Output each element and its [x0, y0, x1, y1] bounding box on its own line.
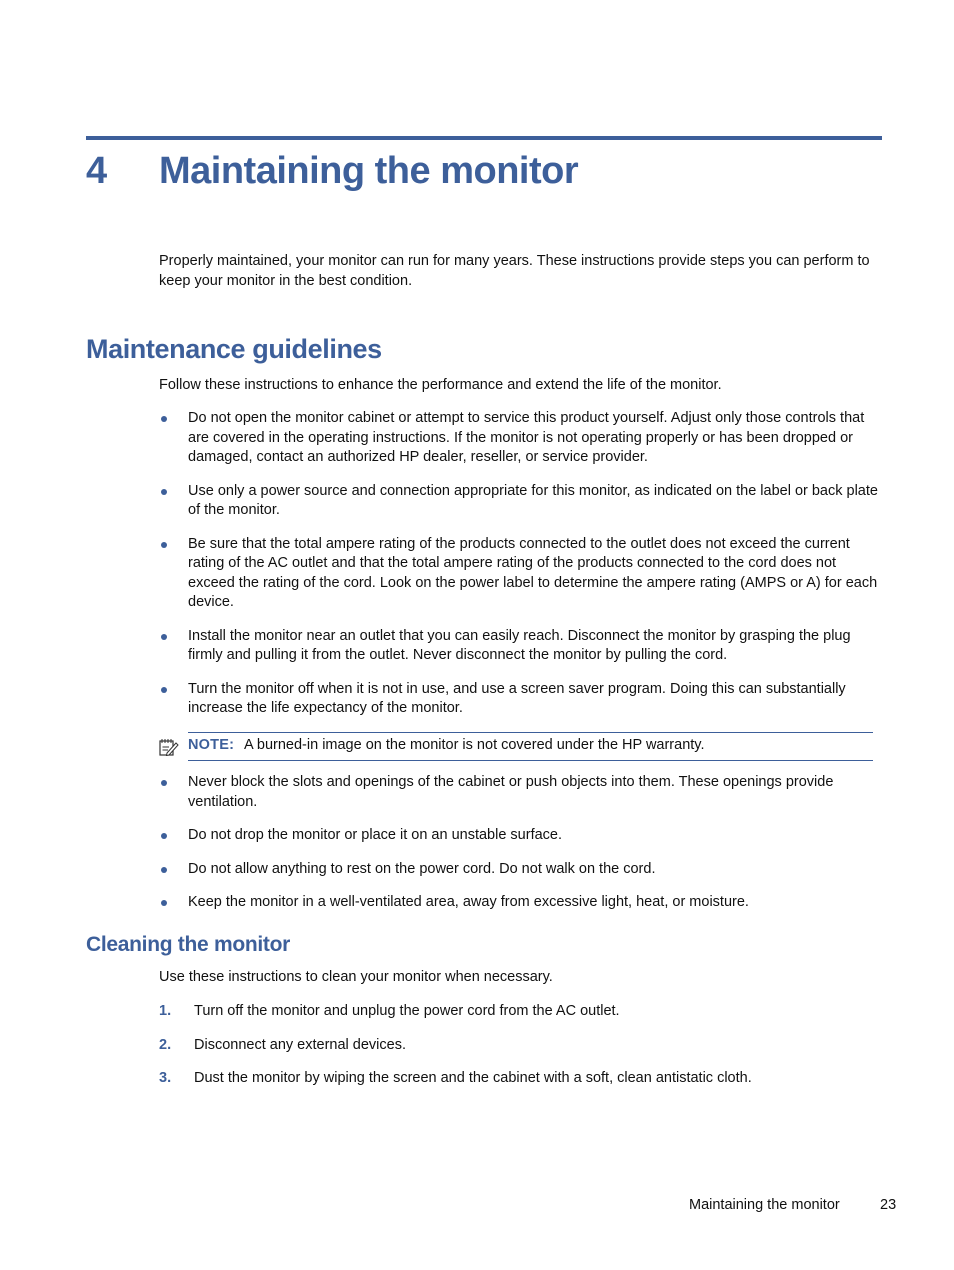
- footer-page-number: 23: [880, 1197, 897, 1213]
- step-number: 3.: [159, 1070, 172, 1086]
- bullet-text: Install the monitor near an outlet that you can easily reach. Disconnect the monitor by grasping the plug firmly and pulling it from the outlet. Never disconnect the monitor by pulling the cord.: [188, 627, 851, 663]
- list-item: [159, 1069, 879, 1089]
- chapter-rule: [86, 136, 882, 140]
- step-number: 1.: [159, 1003, 172, 1019]
- step-number: 2.: [159, 1036, 172, 1053]
- bullet-text: Use only a power source and connection appropriate for this monitor, as indicated on the label or back plate of the monitor.: [188, 482, 878, 518]
- bullet-icon: [161, 542, 167, 548]
- bullet-text: Do not drop the monitor or place it on an unstable surface.: [188, 827, 562, 843]
- bullet-icon: [161, 634, 167, 640]
- list-item: [159, 773, 879, 812]
- chapter-number: 4: [86, 150, 107, 192]
- bullet-icon: [161, 900, 167, 906]
- cleaning-steps: [159, 1002, 879, 1103]
- bullet-text: Be sure that the total ampere rating of the products connected to the outlet does not exceed the current rating of the AC outlet and that the total ampere rating of the products connected to the cord does not exceed the rating of the cord. Look on the power label to determine the ampere rating (AMPS or A) for each device.: [188, 535, 878, 610]
- bullet-icon: [161, 780, 167, 786]
- bullet-icon: [161, 867, 167, 873]
- list-item: [159, 409, 879, 468]
- list-item: [159, 535, 879, 613]
- bullet-icon: [161, 687, 167, 693]
- cleaning-lead: Use these instructions to clean your monitor when necessary.: [159, 969, 553, 985]
- note-icon: [159, 738, 179, 756]
- list-item: [159, 482, 879, 521]
- list-item: [159, 893, 879, 913]
- step-text: Dust the monitor by wiping the screen and the cabinet with a soft, clean antistatic cloth.: [194, 1070, 752, 1086]
- step-text: Disconnect any external devices.: [194, 1036, 406, 1053]
- maintenance-bullets-after-note: [159, 773, 879, 927]
- list-item: [159, 1036, 879, 1056]
- bullet-icon: [161, 833, 167, 839]
- footer-section-title: Maintaining the monitor: [689, 1197, 840, 1213]
- intro-paragraph: Properly maintained, your monitor can run for many years. These instructions provide steps you can perform to keep your monitor in the best condition.: [159, 253, 870, 289]
- list-item: [159, 1002, 879, 1022]
- note-label: NOTE:: [188, 737, 235, 753]
- note-text: A burned-in image on the monitor is not covered under the HP warranty.: [244, 737, 705, 753]
- chapter-title: Maintaining the monitor: [159, 150, 579, 192]
- bullet-text: Do not open the monitor cabinet or attempt to service this product yourself. Adjust only those controls that are covered in the operating instructions. If the monitor is not operating properly or has been dropped or damaged, contact an authorized HP dealer, reseller, or service provider.: [188, 410, 865, 465]
- note-box: [188, 732, 873, 761]
- cleaning-heading: Cleaning the monitor: [86, 933, 291, 956]
- bullet-text: Do not allow anything to rest on the power cord. Do not walk on the cord.: [188, 860, 656, 877]
- bullet-text: Keep the monitor in a well-ventilated area, away from excessive light, heat, or moisture.: [188, 894, 749, 910]
- maintenance-guidelines-heading: Maintenance guidelines: [86, 334, 382, 364]
- bullet-icon: [161, 489, 167, 495]
- list-item: [159, 627, 879, 666]
- maintenance-bullets-before-note: [159, 409, 879, 733]
- bullet-text: Turn the monitor off when it is not in use, and use a screen saver program. Doing this can substantially increase the life expectancy of the monitor.: [188, 680, 846, 716]
- list-item: [159, 680, 879, 719]
- bullet-icon: [161, 416, 167, 422]
- list-item: [159, 826, 879, 846]
- bullet-text: Never block the slots and openings of the cabinet or push objects into them. These openings provide ventilation.: [188, 774, 834, 810]
- step-text: Turn off the monitor and unplug the power cord from the AC outlet.: [194, 1003, 620, 1019]
- maintenance-lead: Follow these instructions to enhance the performance and extend the life of the monitor.: [159, 377, 722, 393]
- list-item: [159, 860, 879, 880]
